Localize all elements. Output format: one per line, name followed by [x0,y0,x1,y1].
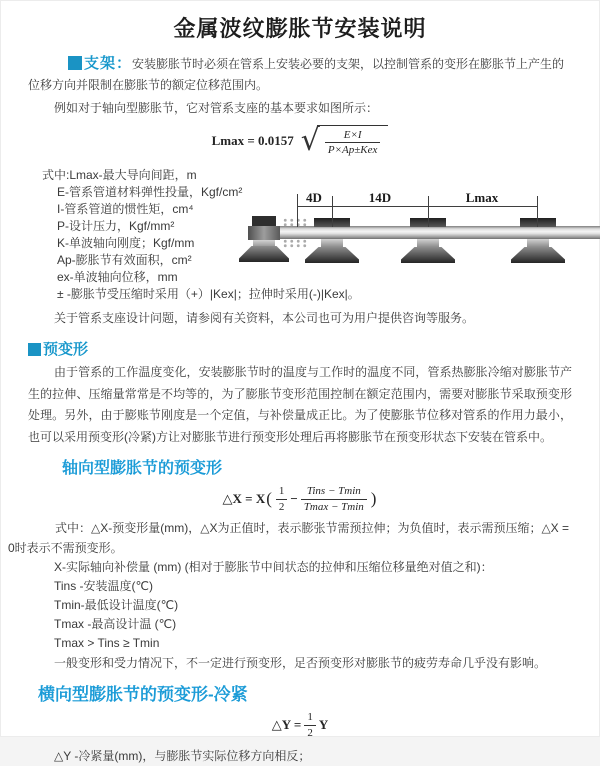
half-numerator: 1 [304,710,316,725]
definition-line: X-实际轴向补偿量 (mm) (相对于膨胀节中间状态的拉伸和压缩位移量绝对值之和)： [54,560,493,574]
definition-line: Tmax > Tins ≥ Tmin [54,636,160,650]
support-base [305,247,359,263]
half-numerator: 1 [276,484,288,499]
formula-dy-rhs: Y [318,717,329,732]
formula-dx-lhs: △X = X [222,491,266,506]
close-paren: ) [370,489,377,508]
definition-line: Tmin-最低设计温度(℃) [54,598,179,612]
variable-line: ± -膨胀节受压缩时采用（+）|Kex|；拉伸时采用(-)|Kex|。 [57,287,360,301]
formula-lmax-denominator: P×Ap±Kex [327,144,378,156]
definition-line: Tmax -最高设计温 (℃) [54,617,177,631]
support-neck [321,239,343,247]
dimension-tick [332,196,333,227]
variable-line: E-管系管道材料弹性投量，Kgf/cm² [57,185,243,199]
formula-lmax-lhs: Lmax = 0.0157 [211,133,294,148]
support-example-text: 例如对于轴向型膨胀节，它对管系支座的基本要求如图所示： [54,101,379,115]
support-cap [520,218,556,227]
support-intro-text: 安装膨胀节时必须在管系上安装必要的支架，以控制管系的变形在膨胀节上产生的位移方向并限制在膨胀节的额定位移范围内。 [28,57,565,92]
variable-line: ex-单波轴向位移，mm [57,270,178,284]
predeform-heading-label: 预变形 [43,341,89,358]
variable-line: K-单波轴向刚度；Kgf/mm [57,236,195,250]
half-denominator: 2 [307,726,313,739]
half-fraction [304,710,316,740]
half-fraction [276,484,288,514]
formula-lmax-numerator: E×I [325,128,381,143]
variable-line: Ap-膨胀节有效面积，cm² [57,253,192,267]
support-note-text: 关于管系支座设计问题，请参阅有关资料，本公司也可为用户提供咨询等服务。 [54,311,475,325]
support-neck [527,239,549,247]
variable-line: 式中:Lmax-最大导向间距，m [42,168,197,182]
anchor-body [248,226,280,240]
temp-denominator: Tmax − Tmin [303,500,364,513]
formula-delta-y [28,709,572,741]
page-title: 金属波纹膨胀节安装说明 [173,16,427,41]
predeform-heading [28,338,572,359]
bellows-icon [282,239,309,248]
dimension-tick [297,194,298,227]
minus-sign: − [290,491,298,506]
dimension-label-lmax: Lmax [465,190,499,205]
section-bullet-icon [68,56,82,70]
support-paragraph [28,53,572,96]
dimension-tick [428,196,429,227]
support-section-label: 支架： [84,55,133,72]
definition-line: Tins -安装温度(℃) [54,579,154,593]
pipe [250,226,600,239]
predeform-body-text: 由于管系的工作温度变化，安装膨胀节时的温度与工作时的温度不同，管系热膨胀冷缩对膨胀节产生的拉伸、压缩量常常是不均等的，为了膨胀节变形范围控制在额定范围内，需要对膨胀节采取预变形处理。另外，由于膨账节刚度是一个定值，与补偿量成正比。为了使膨胀节位移对管系的作用力最小，也可以采用预变形(冷紧)方让对膨胀节进行预变形处理后再将膨胀节在预变形状态下安装在管系中。 [28,365,572,444]
lateral-note-text: △Y -冷紧量(mm)，与膨胀节实际位移方向相反； [54,749,311,763]
formula-lmax-fraction [325,128,381,158]
support-neck [417,239,439,247]
variable-line: P-设计压力，Kgf/mm² [57,219,175,233]
formula-lmax [28,123,572,159]
sqrt-body [317,125,389,158]
half-denominator: 2 [278,500,285,513]
axial-note-text: 一般变形和受力情况下，不一定进行预变形，足否预变形对膨胀节的疲劳寿命几乎没有影响。 [54,656,547,670]
dx-description-text: 式中：△X-预变形量(mm)，△X为正值时，表示膨张节需预拉伸；为负值时，表示需预压缩；△X = 0时表示不需预变形。 [8,521,570,555]
sqrt-radical [300,122,389,158]
variable-definitions-block [28,167,572,305]
dimension-label-14d: 14D [368,190,392,205]
formula-delta-x [28,482,572,516]
dimension-label-4d: 4D [306,190,322,205]
support-base [511,247,565,263]
radical-sign-icon: √ [300,122,320,158]
variable-line: I-管系管道的惯性矩，cm⁴ [57,202,194,216]
dimension-line [297,206,537,207]
section-bullet-icon [28,343,41,356]
pipe-support-diagram [250,190,600,281]
lateral-subheading: 横向型膨胀节的预变形-冷紧 [38,685,248,704]
formula-dy-lhs: △Y = [271,717,302,732]
temp-numerator: Tins − Tmin [301,484,367,499]
temperature-fraction [301,484,367,514]
anchor-cap [252,216,276,226]
open-paren: ( [266,489,272,508]
bellows-icon [282,218,309,227]
axial-subheading: 轴向型膨胀节的预变形 [62,460,223,477]
dimension-tick [537,196,538,227]
support-base [401,247,455,263]
